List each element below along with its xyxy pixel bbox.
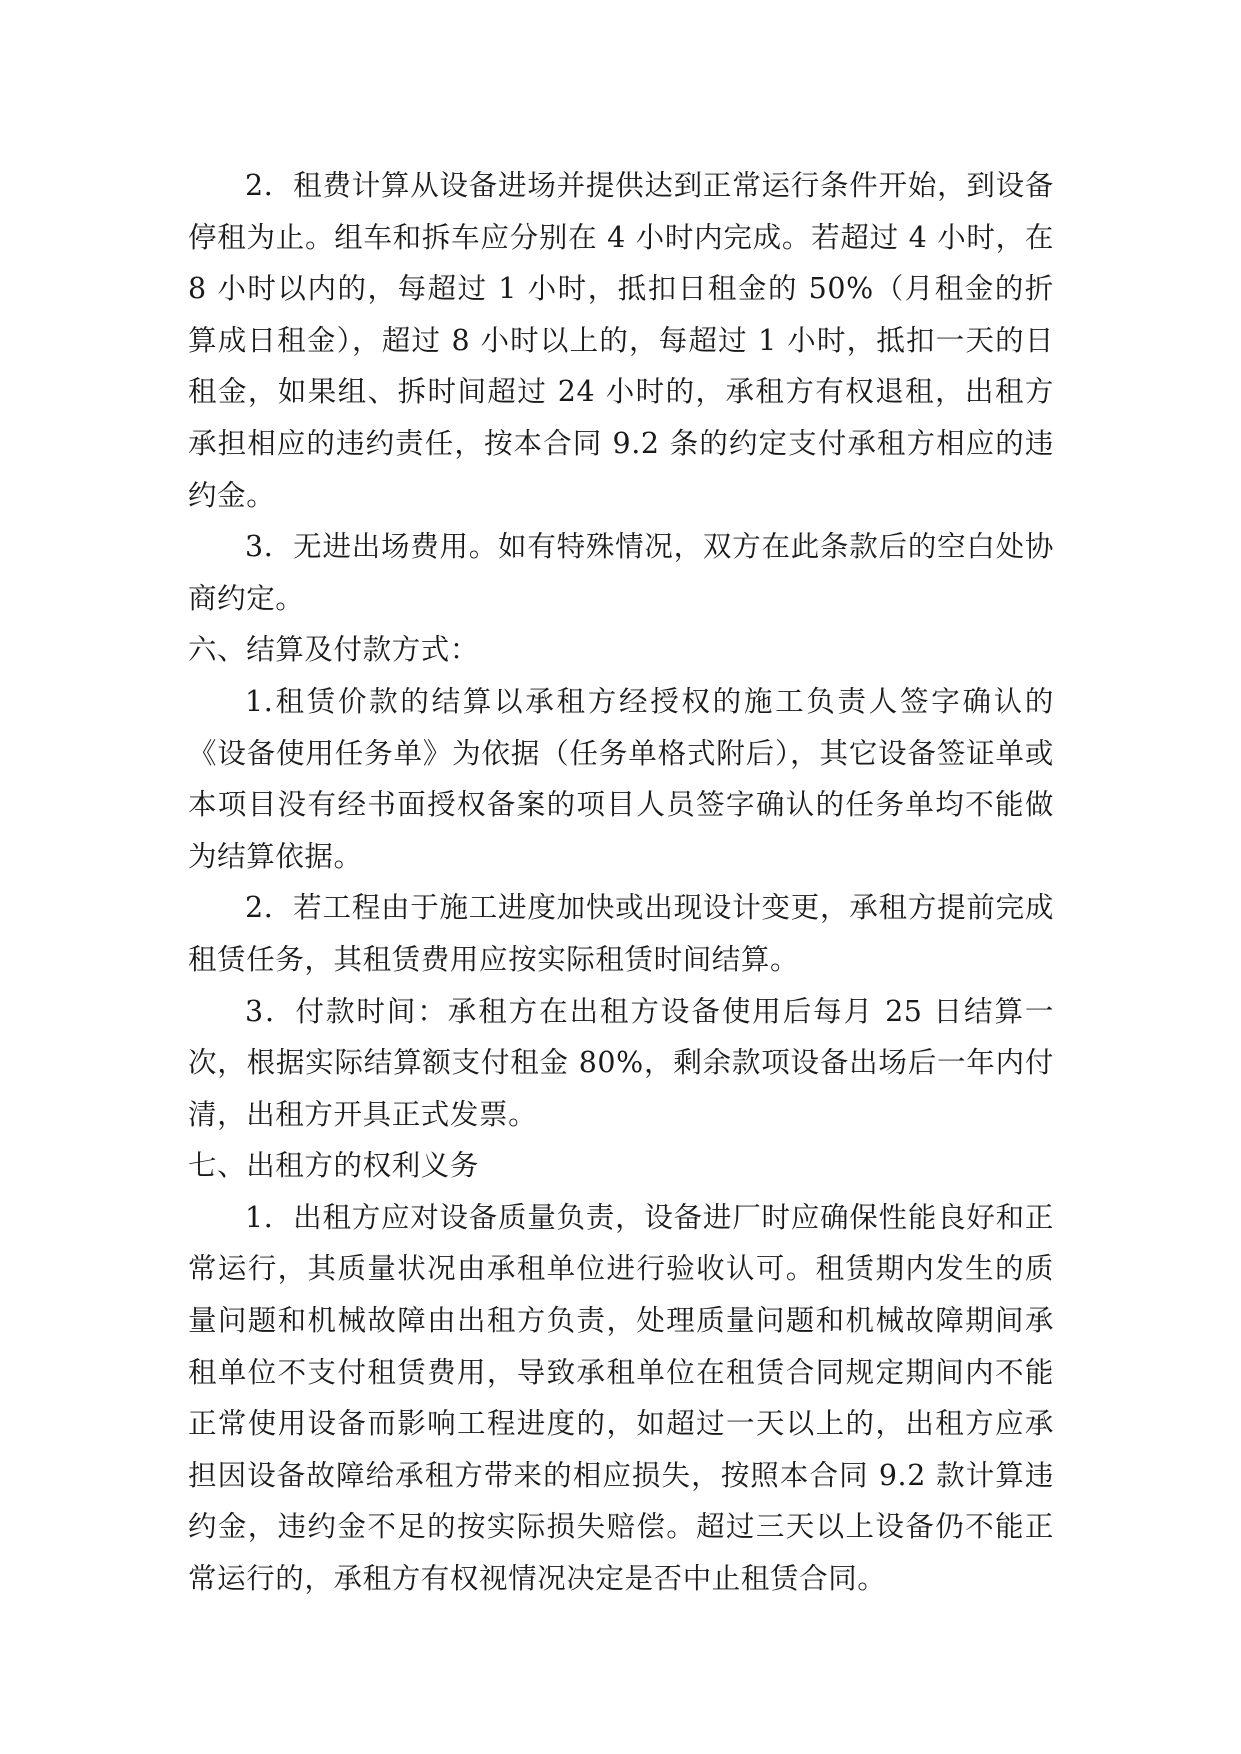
clause-6-item-1: 1.租赁价款的结算以承租方经授权的施工负责人签字确认的《设备使用任务单》为依据（任务单格式附后），其它设备签证单或本项目没有经书面授权备案的项目人员签字确认的任务单均不能做为结算依据。 [188,684,1054,873]
clause-6-item-2: 2．若工程由于施工进度加快或出现设计变更，承租方提前完成租赁任务，其租赁费用应按实际租赁时间结算。 [188,891,1054,976]
clause-5-item-3: 3．无进出场费用。如有特殊情况，双方在此条款后的空白处协商约定。 [188,530,1054,615]
document-page [188,160,1054,1605]
section-6-heading: 六、结算及付款方式： [188,633,480,667]
clause-5-item-2: 2．租费计算从设备进场并提供达到正常运行条件开始，到设备停租为止。组车和拆车应分别在 4 小时内完成。若超过 4 小时，在 8 小时以内的，每超过 1 小时，抵扣日租金的 50%（月租金的折算成日租金），超过 8 小时以上的，每超过 1 小时，抵扣一天的日租金，如果组、拆时间超过 24 小时的，承租方有权退租，出租方承担相应的违约责任，按本合同 9.2 条的约定支付承租方相应的违约金。 [188,169,1054,512]
clause-6-item-3: 3．付款时间：承租方在出租方设备使用后每月 25 日结算一次，根据实际结算额支付租金 80%，剩余款项设备出场后一年内付清，出租方开具正式发票。 [188,994,1054,1131]
clause-7-item-1: 1．出租方应对设备质量负责，设备进厂时应确保性能良好和正常运行，其质量状况由承租单位进行验收认可。租赁期内发生的质量问题和机械故障由出租方负责，处理质量问题和机械故障期间承租单位不支付租赁费用，导致承租单位在租赁合同规定期间内不能正常使用设备而影响工程进度的，如超过一天以上的，出租方应承担因设备故障给承租方带来的相应损失，按照本合同 9.2 款计算违约金，违约金不足的按实际损失赔偿。超过三天以上设备仍不能正常运行的，承租方有权视情况决定是否中止租赁合同。 [188,1200,1054,1596]
section-7-heading: 七、出租方的权利义务 [188,1149,480,1183]
